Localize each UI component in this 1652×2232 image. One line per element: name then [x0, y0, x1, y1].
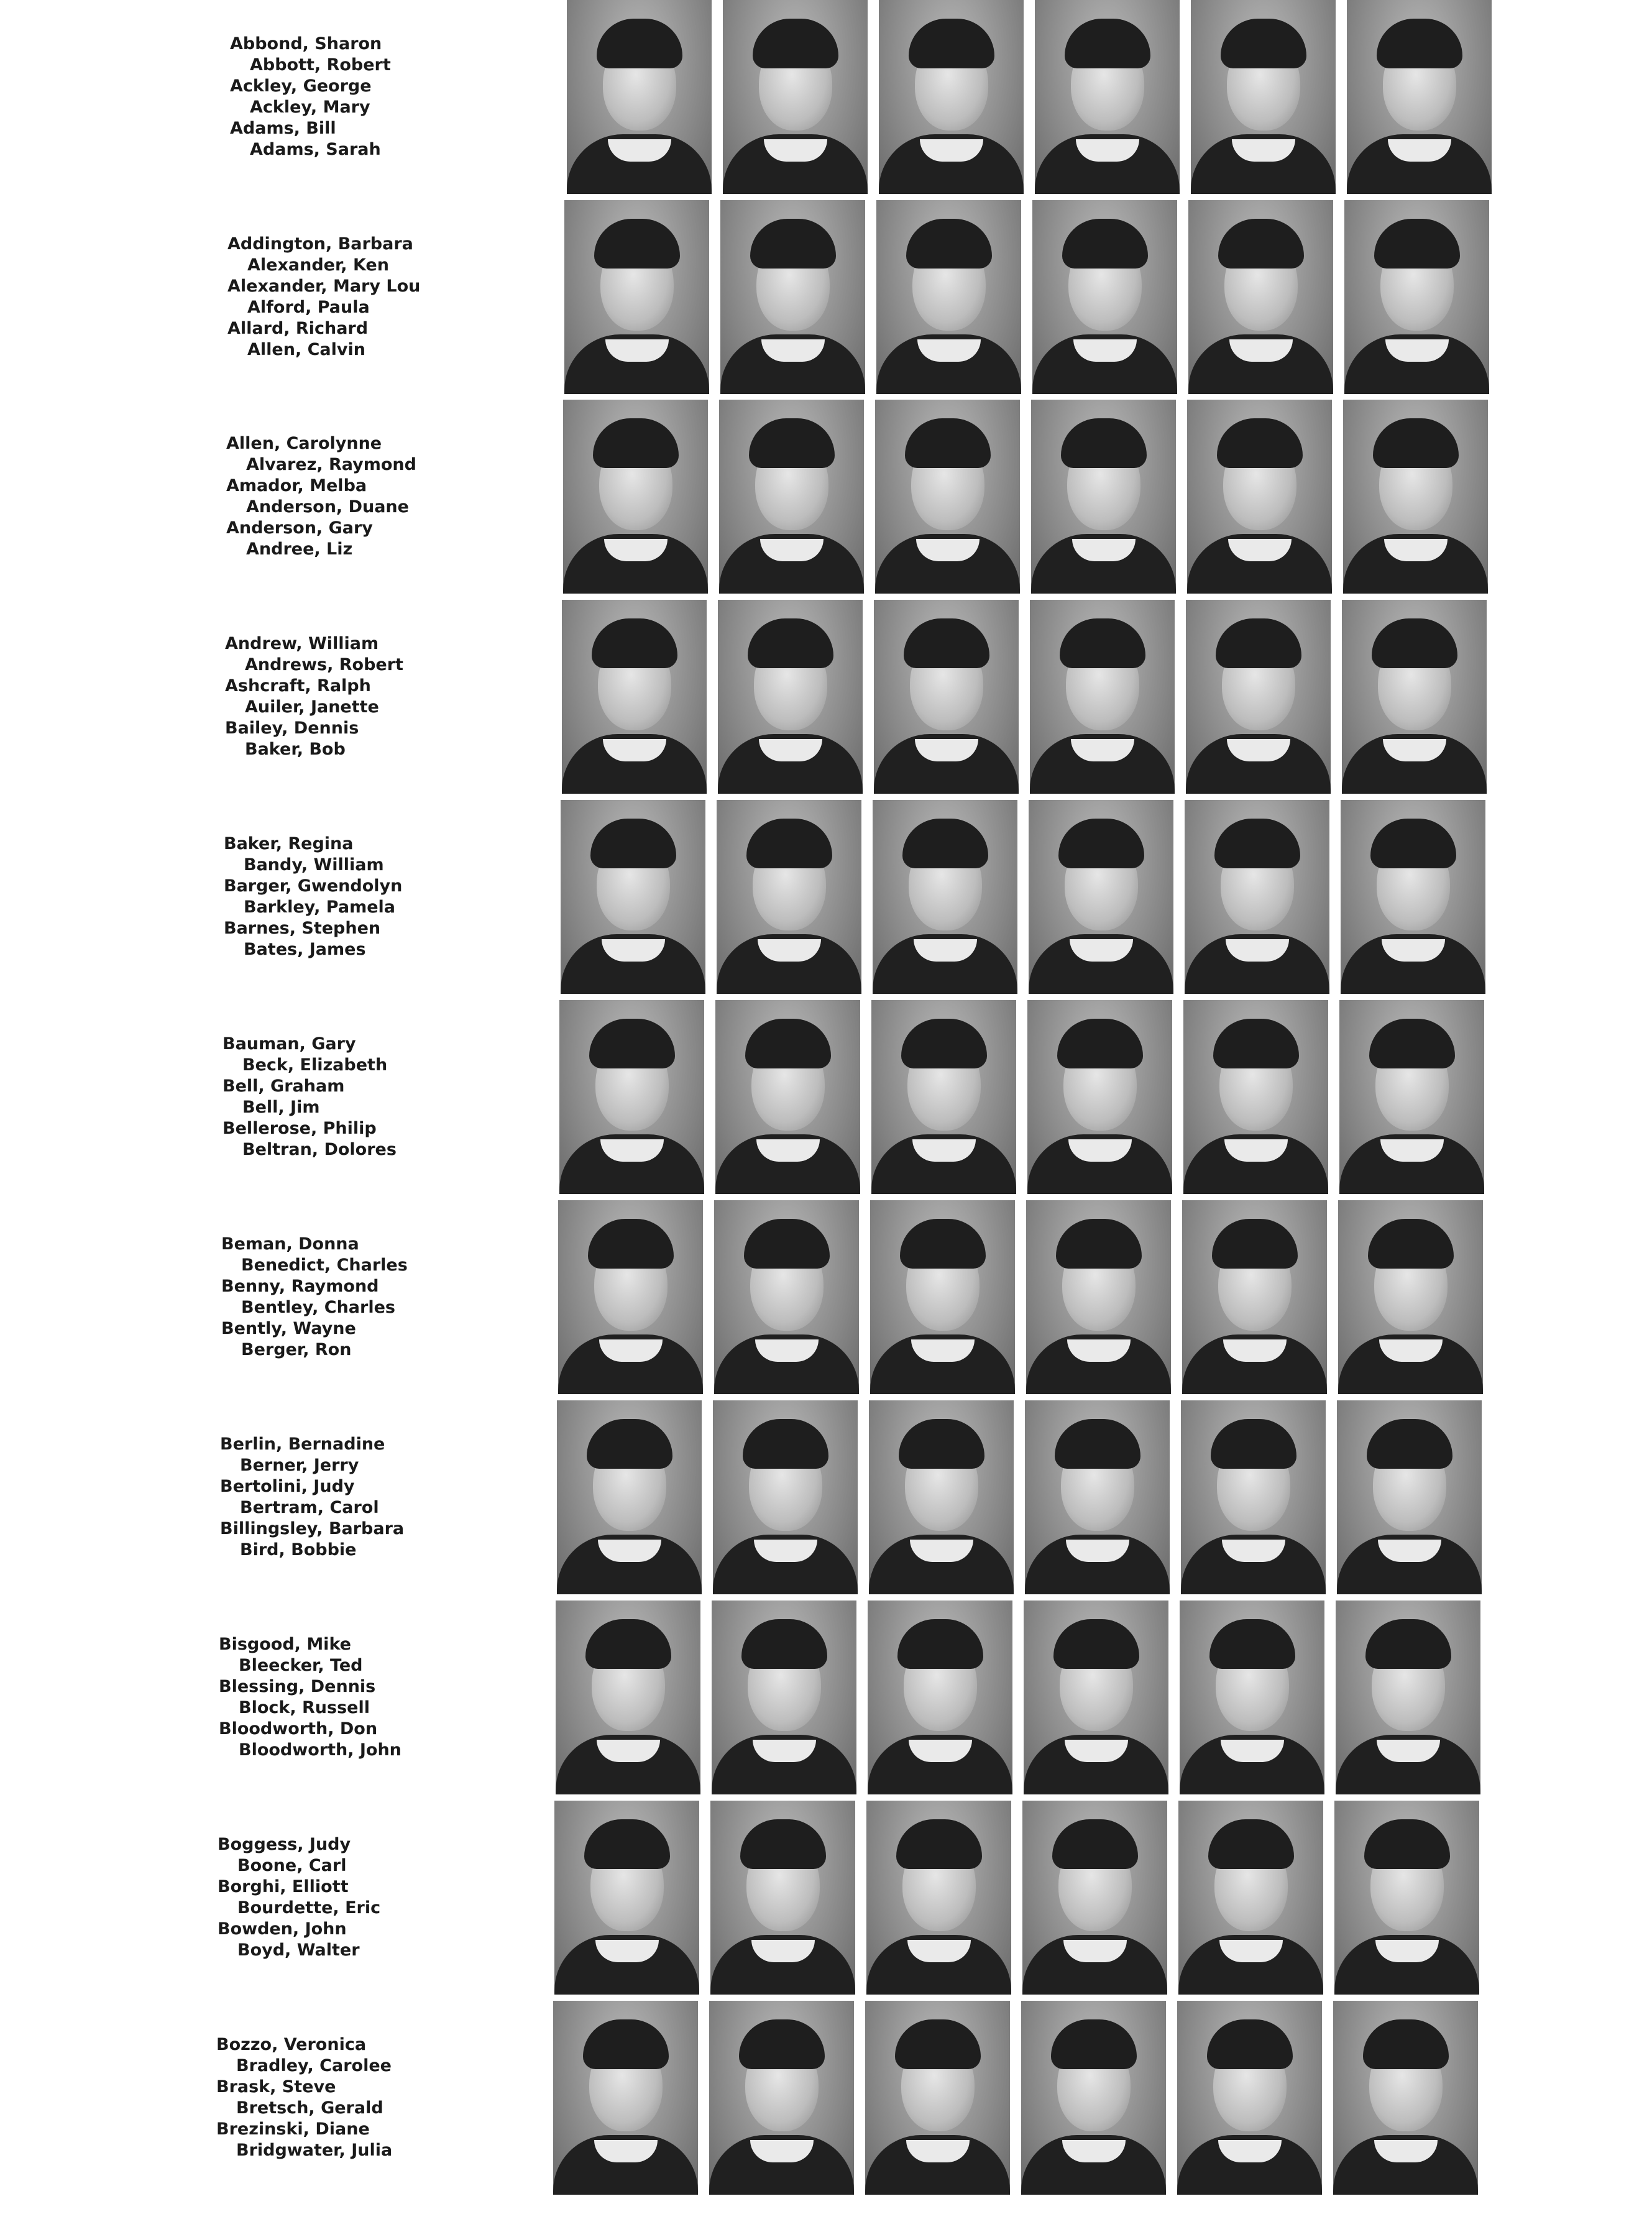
portrait-row	[0, 1200, 1643, 1394]
name-list	[216, 2001, 539, 2195]
student-name: Bailey, Dennis	[225, 719, 359, 738]
student-name: Ashcraft, Ralph	[225, 676, 371, 696]
student-name: Bloodworth, John	[239, 1740, 402, 1760]
name-list	[223, 1000, 546, 1194]
portrait-hair	[899, 1419, 984, 1469]
student-name: Allen, Carolynne	[226, 434, 382, 453]
name-list	[221, 1200, 544, 1394]
student-portrait	[875, 400, 1020, 594]
student-name: Bowden, John	[218, 1919, 347, 1939]
portrait-hair	[587, 1419, 672, 1469]
student-portrait	[556, 1601, 700, 1794]
student-name: Andrew, William	[225, 634, 379, 653]
student-name: Bell, Graham	[223, 1077, 345, 1096]
student-portrait	[866, 1801, 1011, 1995]
portrait-hair	[896, 1819, 982, 1869]
student-name: Alvarez, Raymond	[246, 455, 416, 474]
portrait-hair	[1363, 2019, 1449, 2069]
student-name: Bates, James	[244, 940, 366, 959]
portrait-hair	[1208, 1819, 1294, 1869]
portrait-hair	[895, 2019, 981, 2069]
student-portrait	[879, 0, 1024, 194]
student-portrait	[1185, 800, 1329, 994]
student-portrait	[1025, 1400, 1170, 1594]
student-name: Benny, Raymond	[221, 1277, 379, 1296]
student-name: Bisgood, Mike	[219, 1635, 351, 1654]
student-name: Baker, Bob	[245, 740, 346, 759]
student-name: Alford, Paula	[247, 298, 370, 317]
portrait-hair	[592, 618, 677, 668]
student-portrait	[1347, 0, 1492, 194]
student-portrait	[869, 1400, 1014, 1594]
student-name: Bleecker, Ted	[239, 1656, 363, 1675]
portrait-hair	[594, 219, 680, 269]
student-portrait	[1191, 0, 1336, 194]
student-name: Bourdette, Eric	[237, 1898, 381, 1917]
portrait-hair	[1065, 19, 1150, 68]
photo-strip	[554, 1801, 1480, 1995]
student-name: Adams, Bill	[230, 119, 336, 138]
student-portrait	[1178, 1801, 1323, 1995]
portrait-hair	[1214, 819, 1300, 868]
portrait-hair	[1365, 1619, 1451, 1669]
student-portrait	[567, 0, 712, 194]
student-name: Ackley, George	[230, 76, 372, 96]
photo-strip	[562, 600, 1488, 794]
portrait-hair	[745, 1019, 831, 1068]
student-portrait	[1021, 2001, 1166, 2195]
portrait-hair	[1057, 1019, 1143, 1068]
portrait-hair	[1364, 1819, 1450, 1869]
student-name: Boone, Carl	[237, 1856, 347, 1875]
portrait-hair	[1212, 1219, 1298, 1269]
portrait-hair	[1058, 819, 1144, 868]
student-name: Bentley, Charles	[241, 1298, 395, 1317]
student-name: Bird, Bobbie	[240, 1540, 357, 1559]
portrait-hair	[739, 2019, 825, 2069]
student-portrait	[1180, 1601, 1324, 1794]
student-portrait	[876, 200, 1021, 394]
photo-strip	[557, 1400, 1483, 1594]
portrait-hair	[1053, 1619, 1139, 1669]
portrait-hair	[904, 618, 989, 668]
student-portrait	[1337, 1400, 1482, 1594]
portrait-hair	[1207, 2019, 1293, 2069]
student-portrait	[1187, 400, 1332, 594]
student-portrait	[1188, 200, 1333, 394]
portrait-row	[0, 600, 1647, 794]
student-portrait	[709, 2001, 854, 2195]
portrait-hair	[900, 1219, 986, 1269]
student-portrait	[559, 1000, 704, 1194]
student-portrait	[1031, 400, 1176, 594]
photo-strip	[559, 1000, 1485, 1194]
student-portrait	[710, 1801, 855, 1995]
portrait-hair	[1377, 19, 1462, 68]
student-portrait	[557, 1400, 702, 1594]
name-list	[220, 1400, 543, 1594]
student-portrait	[871, 1000, 1016, 1194]
student-portrait	[870, 1200, 1015, 1394]
student-portrait	[1022, 1801, 1167, 1995]
student-portrait	[1027, 1000, 1172, 1194]
photo-strip	[564, 200, 1490, 394]
student-name: Abbott, Robert	[250, 55, 391, 75]
portrait-hair	[909, 19, 994, 68]
student-name: Block, Russell	[239, 1698, 370, 1717]
portrait-hair	[1370, 819, 1456, 868]
name-list	[224, 800, 547, 994]
student-name: Bozzo, Veronica	[216, 2035, 367, 2054]
student-portrait	[558, 1200, 703, 1394]
student-portrait	[561, 800, 705, 994]
student-portrait	[723, 0, 868, 194]
student-portrait	[1338, 1200, 1483, 1394]
student-portrait	[1334, 1801, 1479, 1995]
portrait-hair	[753, 19, 838, 68]
portrait-row	[0, 400, 1648, 594]
student-name: Allen, Calvin	[247, 340, 365, 359]
student-portrait	[720, 200, 865, 394]
student-name: Bauman, Gary	[223, 1034, 356, 1054]
portrait-hair	[1221, 19, 1306, 68]
portrait-hair	[1060, 618, 1145, 668]
student-name: Benedict, Charles	[241, 1256, 408, 1275]
student-portrait	[1339, 1000, 1484, 1194]
student-name: Andrews, Robert	[245, 655, 403, 674]
name-list	[225, 600, 548, 794]
portrait-hair	[1209, 1619, 1295, 1669]
student-name: Abbond, Sharon	[230, 34, 382, 53]
student-portrait	[1186, 600, 1331, 794]
portrait-hair	[901, 1019, 987, 1068]
student-name: Alexander, Ken	[247, 255, 389, 275]
student-portrait	[718, 600, 863, 794]
photo-strip	[558, 1200, 1484, 1394]
portrait-hair	[902, 819, 988, 868]
portrait-hair	[905, 418, 991, 468]
portrait-hair	[897, 1619, 983, 1669]
student-portrait	[1343, 400, 1488, 594]
student-portrait	[1333, 2001, 1478, 2195]
student-portrait	[1336, 1601, 1480, 1794]
student-name: Baker, Regina	[224, 834, 354, 853]
portrait-hair	[1374, 219, 1460, 269]
portrait-hair	[1213, 1019, 1299, 1068]
photo-strip	[553, 2001, 1479, 2195]
portrait-hair	[1218, 219, 1304, 269]
student-portrait	[1035, 0, 1180, 194]
portrait-hair	[1372, 618, 1457, 668]
name-list	[226, 400, 549, 594]
student-name: Barger, Gwendolyn	[224, 876, 403, 896]
portrait-hair	[597, 19, 682, 68]
student-portrait	[712, 1601, 856, 1794]
student-name: Brezinski, Diane	[216, 2119, 370, 2139]
portrait-hair	[746, 819, 832, 868]
portrait-hair	[743, 1419, 828, 1469]
student-portrait	[714, 1200, 859, 1394]
student-name: Allard, Richard	[227, 319, 369, 338]
student-name: Bradley, Carolee	[236, 2056, 392, 2075]
student-portrait	[1030, 600, 1175, 794]
student-name: Anderson, Gary	[226, 518, 373, 538]
portrait-row	[0, 2001, 1638, 2195]
portrait-hair	[1367, 1419, 1452, 1469]
student-portrait	[553, 2001, 698, 2195]
student-name: Addington, Barbara	[227, 234, 413, 254]
student-name: Beck, Elizabeth	[242, 1055, 388, 1075]
student-portrait	[564, 200, 709, 394]
student-portrait	[1029, 800, 1173, 994]
photo-strip	[556, 1601, 1482, 1794]
student-name: Boyd, Walter	[237, 1940, 360, 1960]
student-name: Bandy, William	[244, 855, 384, 875]
student-name: Alexander, Mary Lou	[227, 277, 421, 296]
portrait-hair	[1051, 2019, 1137, 2069]
photo-strip	[567, 0, 1493, 194]
student-portrait	[1181, 1400, 1326, 1594]
student-portrait	[719, 400, 864, 594]
photo-strip	[563, 400, 1489, 594]
portrait-hair	[583, 2019, 669, 2069]
photo-strip	[561, 800, 1487, 994]
portrait-hair	[585, 1619, 671, 1669]
portrait-hair	[1373, 418, 1459, 468]
student-name: Bridgwater, Julia	[236, 2141, 393, 2160]
student-name: Bertram, Carol	[240, 1498, 379, 1517]
student-name: Bertolini, Judy	[220, 1477, 355, 1496]
portrait-hair	[744, 1219, 830, 1269]
portrait-hair	[749, 418, 835, 468]
student-portrait	[713, 1400, 858, 1594]
portrait-hair	[1216, 618, 1301, 668]
student-name: Borghi, Elliott	[218, 1877, 349, 1896]
portrait-row	[0, 1601, 1641, 1794]
student-name: Barnes, Stephen	[224, 919, 381, 938]
portrait-hair	[1369, 1019, 1455, 1068]
portrait-row	[0, 1801, 1640, 1995]
student-name: Berlin, Bernadine	[220, 1435, 385, 1454]
student-name: Blessing, Dennis	[219, 1677, 376, 1696]
student-name: Barkley, Pamela	[244, 898, 396, 917]
portrait-hair	[1217, 418, 1303, 468]
portrait-hair	[906, 219, 992, 269]
portrait-row	[0, 1400, 1642, 1594]
student-portrait	[1024, 1601, 1168, 1794]
portrait-row	[0, 800, 1646, 994]
student-name: Bell, Jim	[242, 1098, 320, 1117]
student-name: Bellerose, Philip	[223, 1119, 377, 1138]
student-name: Berger, Ron	[241, 1340, 352, 1359]
name-list	[230, 0, 553, 194]
student-name: Bently, Wayne	[221, 1319, 356, 1338]
student-name: Bloodworth, Don	[219, 1719, 378, 1738]
student-portrait	[717, 800, 861, 994]
student-portrait	[1183, 1000, 1328, 1194]
name-list	[218, 1801, 541, 1995]
student-portrait	[1032, 200, 1177, 394]
student-name: Boggess, Judy	[218, 1835, 351, 1854]
portrait-hair	[1056, 1219, 1142, 1269]
student-portrait	[873, 800, 1017, 994]
student-name: Adams, Sarah	[250, 140, 381, 159]
student-name: Berner, Jerry	[240, 1456, 359, 1475]
student-portrait	[868, 1601, 1012, 1794]
student-portrait	[1177, 2001, 1322, 2195]
student-name: Amador, Melba	[226, 476, 367, 495]
student-portrait	[865, 2001, 1010, 2195]
student-portrait	[874, 600, 1019, 794]
student-portrait	[1341, 800, 1485, 994]
student-portrait	[715, 1000, 860, 1194]
student-name: Auiler, Janette	[245, 697, 379, 717]
portrait-hair	[748, 618, 833, 668]
portrait-hair	[1368, 1219, 1454, 1269]
portrait-row	[0, 1000, 1645, 1194]
portrait-row	[0, 0, 1652, 194]
portrait-row	[0, 200, 1650, 394]
student-portrait	[1182, 1200, 1327, 1394]
name-list	[227, 200, 551, 394]
student-portrait	[1026, 1200, 1171, 1394]
student-name: Beltran, Dolores	[242, 1140, 397, 1159]
student-portrait	[1342, 600, 1487, 794]
student-name: Billingsley, Barbara	[220, 1519, 405, 1538]
portrait-hair	[1062, 219, 1148, 269]
student-portrait	[562, 600, 707, 794]
student-portrait	[1344, 200, 1489, 394]
portrait-hair	[588, 1219, 674, 1269]
portrait-hair	[1052, 1819, 1138, 1869]
portrait-hair	[740, 1819, 826, 1869]
name-list	[219, 1601, 542, 1794]
portrait-hair	[590, 819, 676, 868]
student-name: Anderson, Duane	[246, 497, 409, 517]
portrait-hair	[584, 1819, 670, 1869]
portrait-hair	[750, 219, 836, 269]
portrait-hair	[589, 1019, 675, 1068]
student-name: Bretsch, Gerald	[236, 2098, 383, 2118]
student-name: Beman, Donna	[221, 1234, 359, 1254]
student-name: Brask, Steve	[216, 2077, 336, 2097]
student-name: Andree, Liz	[246, 540, 353, 559]
portrait-hair	[1211, 1419, 1296, 1469]
student-portrait	[554, 1801, 699, 1995]
student-portrait	[563, 400, 708, 594]
portrait-hair	[1061, 418, 1147, 468]
portrait-hair	[741, 1619, 827, 1669]
portrait-hair	[593, 418, 679, 468]
student-name: Ackley, Mary	[250, 98, 370, 117]
portrait-hair	[1055, 1419, 1140, 1469]
